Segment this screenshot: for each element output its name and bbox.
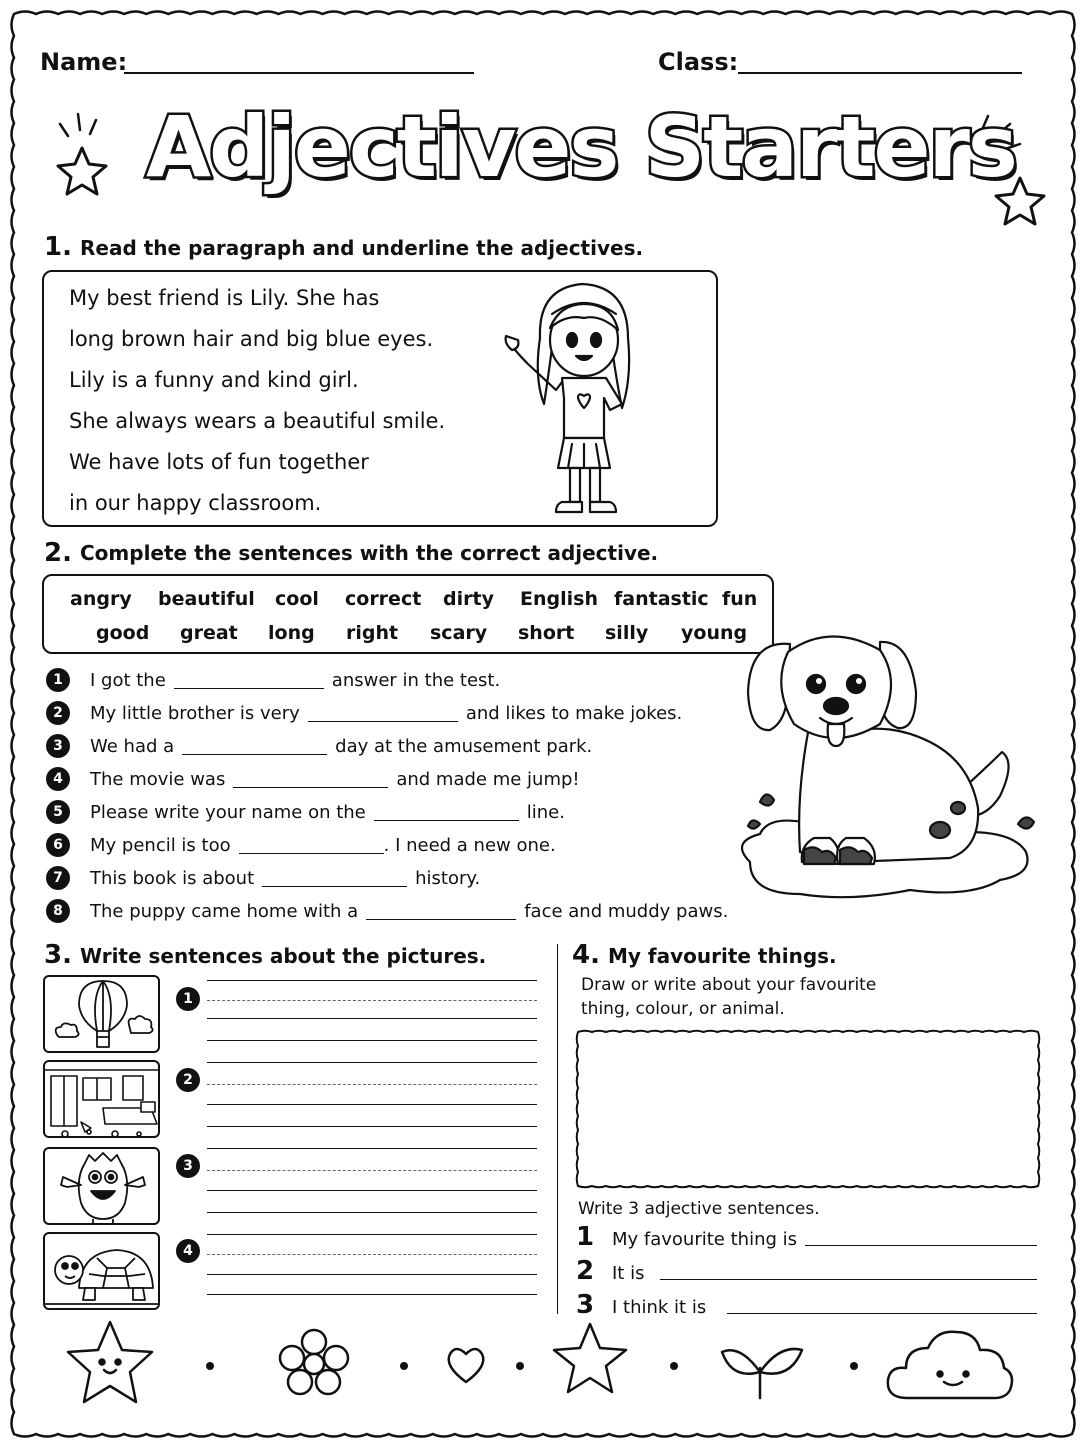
question-text-before: The puppy came home with a (90, 900, 359, 922)
writing-line (207, 1234, 537, 1235)
section3-number: 3. (44, 940, 72, 970)
question-number: 1 (46, 668, 70, 692)
paragraph-line[interactable]: in our happy classroom. (69, 491, 322, 515)
writing-line[interactable] (207, 1274, 537, 1275)
picture-number: 4 (176, 1239, 200, 1263)
section4-description: Draw or write about your favourite (581, 975, 877, 995)
section4-description: thing, colour, or animal. (581, 999, 785, 1019)
question-text-before: The movie was (90, 768, 226, 790)
question-text-after: answer in the test. (331, 669, 501, 691)
question-row (46, 731, 592, 761)
answer-blank[interactable] (174, 671, 324, 689)
word-bank-item: dirty (443, 588, 494, 610)
word-bank-item: correct (345, 588, 422, 610)
question-text-after: and likes to make jokes. (465, 702, 683, 724)
picture-number: 1 (176, 987, 200, 1011)
picture-number: 3 (176, 1154, 200, 1178)
writing-line[interactable] (207, 1190, 537, 1191)
section-divider (557, 944, 558, 1314)
star-icon (44, 110, 124, 210)
answer-blank[interactable] (374, 803, 519, 821)
writing-line (207, 1148, 537, 1149)
question-row (46, 896, 728, 926)
class-field[interactable] (738, 72, 1022, 74)
question-text-after: . I need a new one. (383, 834, 556, 856)
smiling-star-icon (68, 1322, 152, 1402)
sentence-answer-line[interactable] (805, 1245, 1037, 1246)
heart-icon (449, 1349, 484, 1382)
writing-line[interactable] (207, 1104, 537, 1105)
picture-number: 2 (176, 1068, 200, 1092)
writing-line (207, 1062, 537, 1063)
page-title: Adjectives Starters (146, 98, 1016, 196)
writing-line (207, 1126, 537, 1127)
word-bank-item: silly (605, 622, 649, 644)
question-text-before: This book is about (90, 867, 255, 889)
sentence-number: 1 (576, 1222, 595, 1252)
paragraph-line[interactable]: She always wears a beautiful smile. (69, 409, 446, 433)
question-row (46, 797, 565, 827)
picture-balloon (43, 975, 160, 1053)
word-bank-item: scary (430, 622, 488, 644)
section1-instruction: Read the paragraph and underline the adjectives. (80, 236, 644, 260)
section1-number: 1. (44, 232, 72, 262)
sentence-number: 2 (576, 1256, 595, 1286)
question-text-after: history. (415, 867, 481, 889)
question-text-before: Please write your name on the (90, 801, 366, 823)
flower-icon (280, 1330, 348, 1394)
word-bank-item: good (96, 622, 150, 644)
word-bank-item: beautiful (158, 588, 255, 610)
word-bank-item: right (346, 622, 399, 644)
star-outline-icon (554, 1324, 626, 1392)
paragraph-line[interactable]: We have lots of fun together (69, 450, 369, 474)
answer-blank[interactable] (366, 902, 516, 920)
paragraph-line[interactable]: long brown hair and big blue eyes. (69, 327, 434, 351)
word-bank-item: angry (70, 588, 132, 610)
name-field[interactable] (124, 72, 474, 74)
answer-blank[interactable] (239, 836, 384, 854)
question-text-after: line. (526, 801, 565, 823)
footer-decorations (60, 1318, 1020, 1408)
word-bank-item: long (268, 622, 315, 644)
question-number: 6 (46, 833, 70, 857)
question-row (46, 830, 556, 860)
question-number: 5 (46, 800, 70, 824)
answer-blank[interactable] (308, 704, 458, 722)
sentence-starter: I think it is (612, 1297, 707, 1318)
question-text-after: day at the amusement park. (335, 735, 593, 757)
word-bank-item: fantastic (614, 588, 709, 610)
word-bank-item: short (518, 622, 575, 644)
question-text-after: and made me jump! (396, 768, 580, 790)
sprout-icon (722, 1349, 802, 1398)
writing-line (207, 980, 537, 981)
picture-monster (43, 1147, 160, 1225)
monster-icon (45, 1149, 160, 1225)
word-bank-item: fun (722, 588, 758, 610)
question-row (46, 698, 682, 728)
writing-line-guide (207, 1170, 537, 1171)
smiling-cloud-icon (888, 1332, 1012, 1398)
question-text-before: My little brother is very (90, 702, 300, 724)
question-number: 3 (46, 734, 70, 758)
word-bank (42, 574, 774, 654)
picture-turtle (43, 1232, 160, 1310)
section4-number: 4. (572, 940, 600, 970)
answer-blank[interactable] (182, 737, 327, 755)
question-row (46, 665, 500, 695)
sentence-number: 3 (576, 1290, 595, 1320)
question-row (46, 863, 480, 893)
question-text-before: I got the (90, 669, 166, 691)
sentence-answer-line[interactable] (727, 1313, 1037, 1314)
section2-instruction: Complete the sentences with the correct adjective. (80, 541, 659, 565)
question-number: 2 (46, 701, 70, 725)
word-bank-item: English (520, 588, 598, 610)
name-label: Name: (40, 48, 128, 76)
girl-illustration (500, 278, 660, 523)
writing-line (207, 1212, 537, 1213)
paragraph-line[interactable]: My best friend is Lily. She has (69, 286, 380, 310)
turtle-icon (45, 1234, 160, 1310)
hot-air-balloon-icon (45, 977, 160, 1053)
section3-instruction: Write sentences about the pictures. (80, 944, 487, 968)
sentence-starter: It is (612, 1263, 645, 1284)
question-number: 7 (46, 866, 70, 890)
class-label: Class: (658, 48, 739, 76)
word-bank-item: great (180, 622, 238, 644)
word-bank-item: cool (275, 588, 319, 610)
paragraph (69, 278, 509, 524)
messy-room-icon (45, 1062, 160, 1138)
sub-instruction: Write 3 adjective sentences. (578, 1199, 820, 1219)
answer-blank[interactable] (262, 869, 407, 887)
writing-line-guide (207, 1254, 537, 1255)
sentence-answer-line[interactable] (660, 1279, 1037, 1280)
section4-instruction: My favourite things. (608, 944, 837, 968)
word-bank-item: young (681, 622, 748, 644)
drawing-box[interactable] (574, 1028, 1042, 1190)
sentence-starter: My favourite thing is (612, 1229, 798, 1250)
answer-blank[interactable] (233, 770, 388, 788)
picture-messy-room (43, 1060, 160, 1138)
paragraph-line[interactable]: Lily is a funny and kind girl. (69, 368, 359, 392)
writing-line-guide (207, 1000, 537, 1001)
writing-line (207, 1294, 537, 1295)
question-row (46, 764, 580, 794)
writing-line[interactable] (207, 1018, 537, 1019)
question-text-after: face and muddy paws. (524, 900, 729, 922)
writing-line (207, 1040, 537, 1041)
question-text-before: My pencil is too (90, 834, 231, 856)
question-number: 8 (46, 899, 70, 923)
puppy-illustration (730, 612, 1042, 912)
writing-line-guide (207, 1084, 537, 1085)
question-text-before: We had a (90, 735, 175, 757)
section2-number: 2. (44, 538, 72, 568)
question-number: 4 (46, 767, 70, 791)
